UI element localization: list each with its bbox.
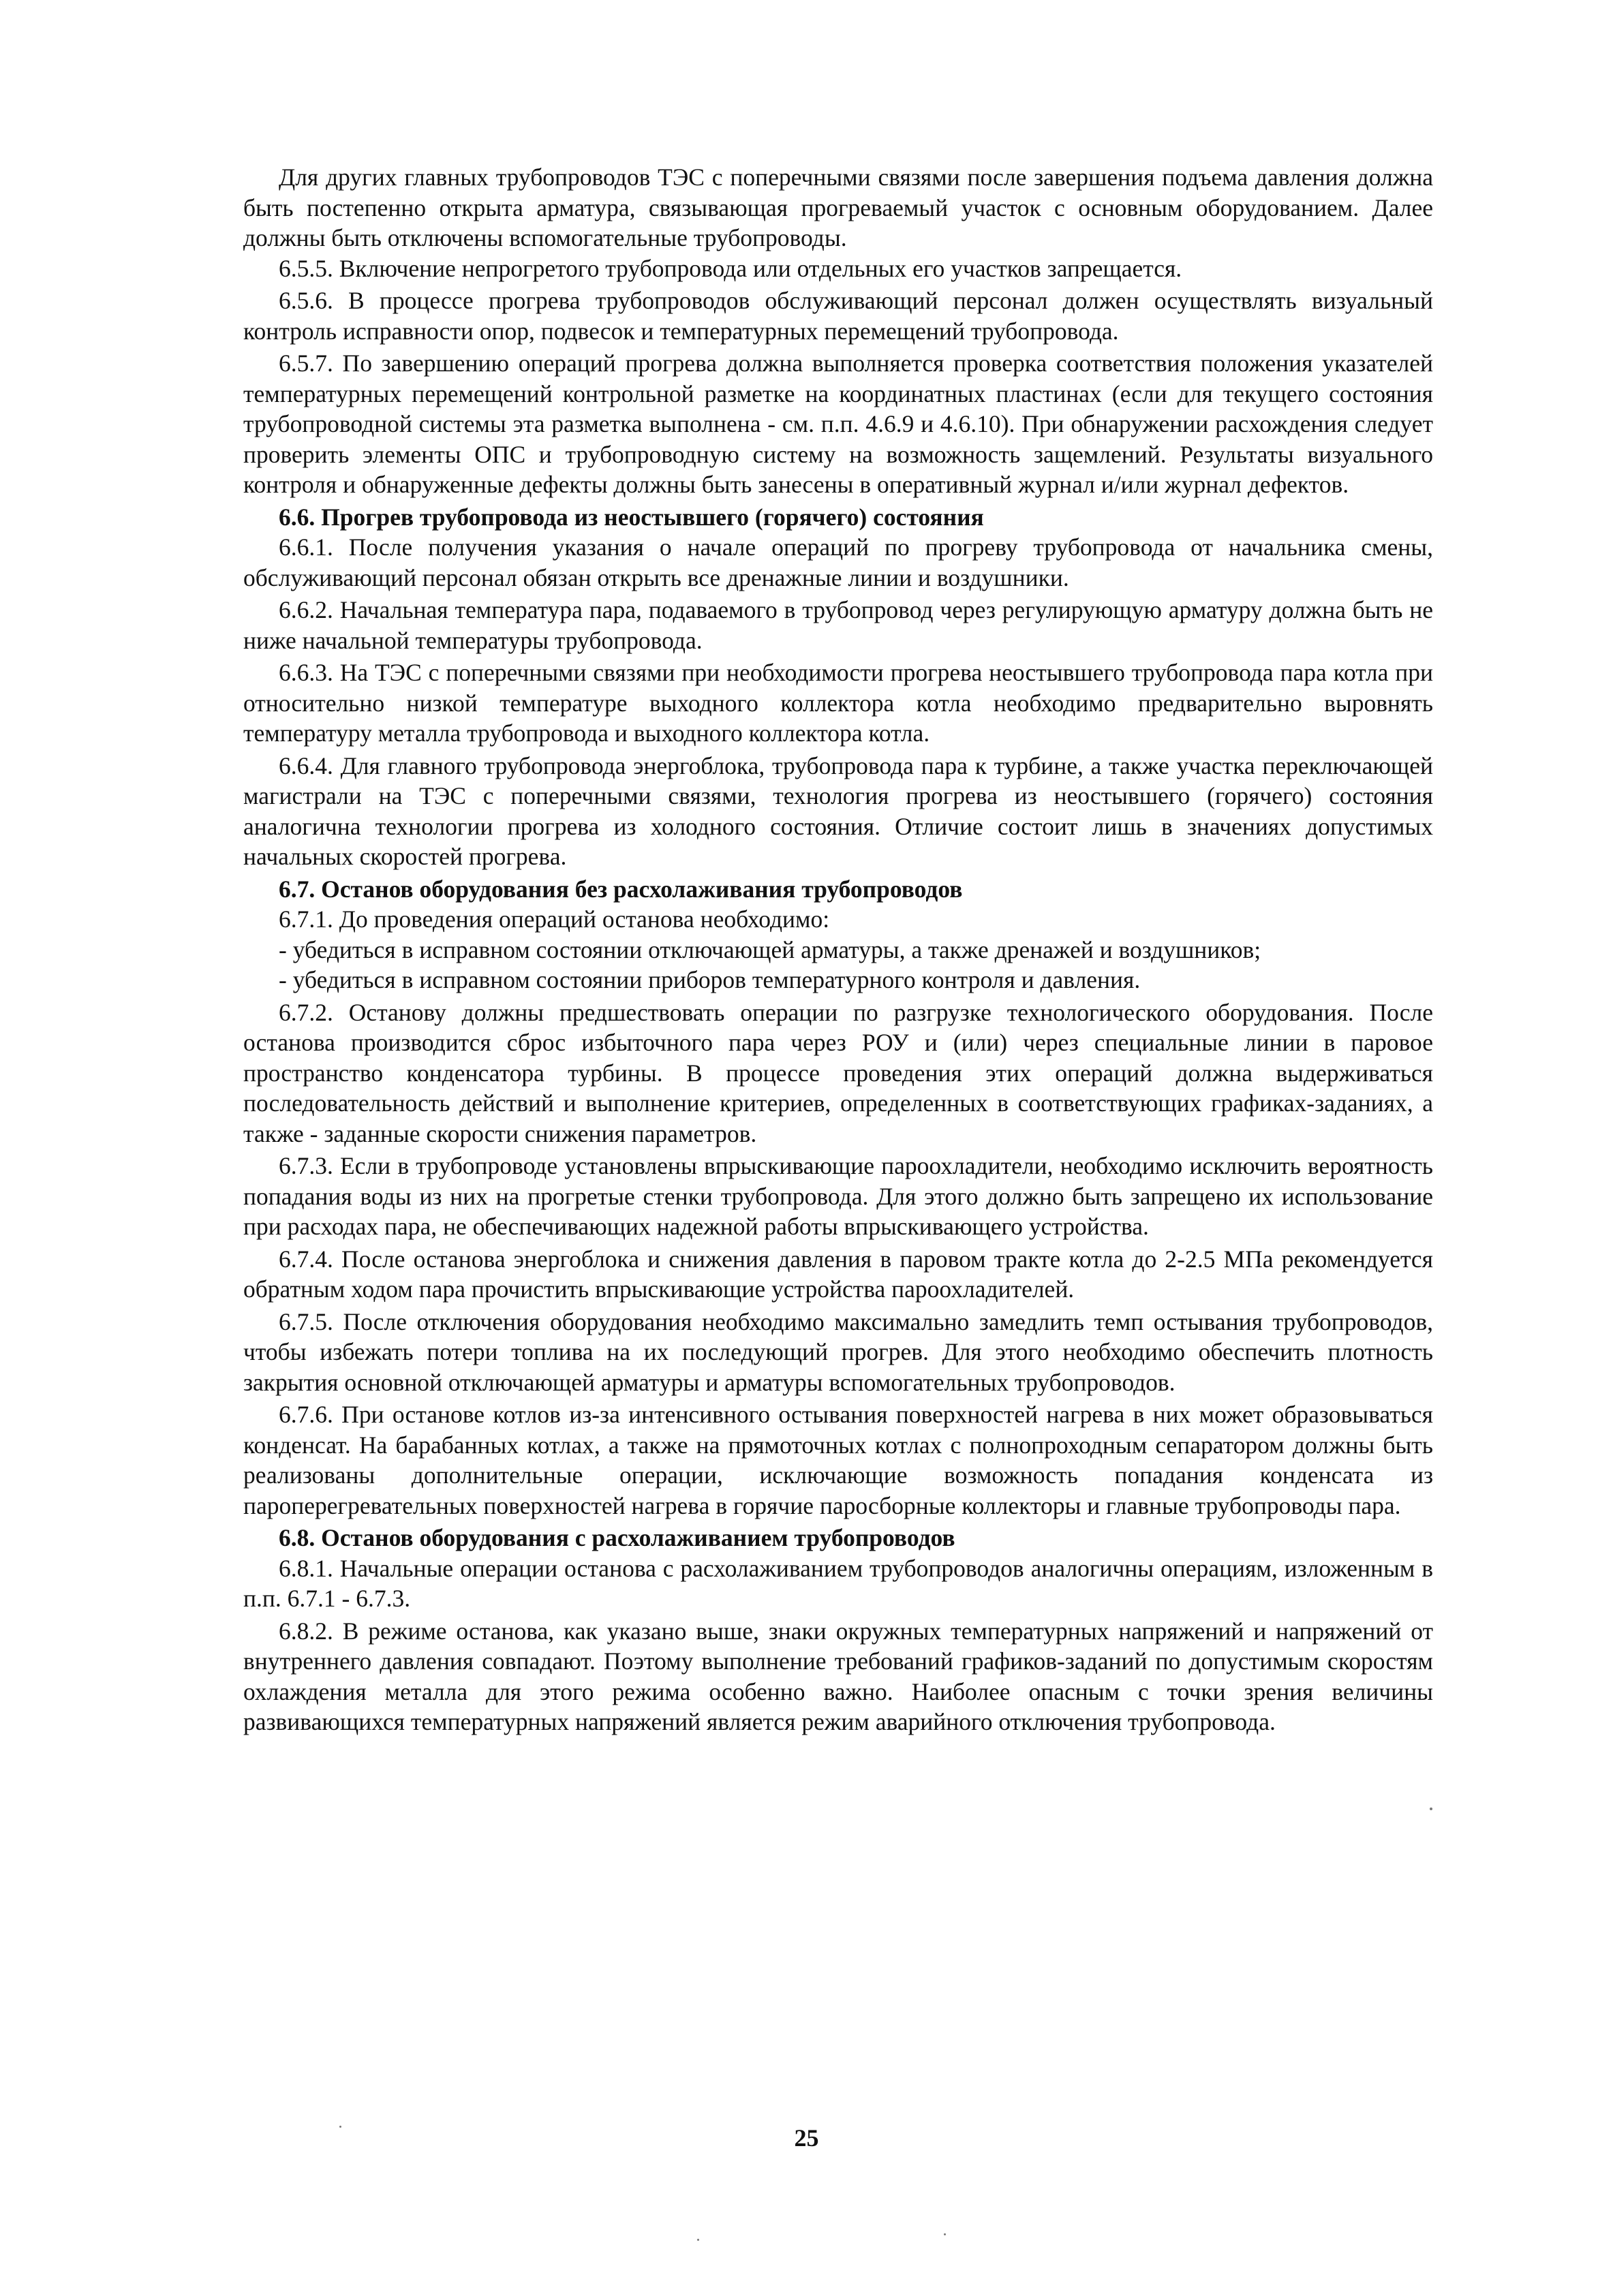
list-item: - убедиться в исправном состоянии приборов температурного контроля и давления. (279, 966, 1141, 993)
list-item: - убедиться в исправном состоянии отключающей арматуры, а также дренажей и воздушников; (279, 935, 1261, 963)
paragraph-6-7-4: 6.7.4. После останова энергоблока и снижения давления в паровом тракте котла до 2-2.5 МПа рекомендуется обратным ходом пара прочистить впрыскивающие устройства пароохладителей. (243, 1245, 1433, 1303)
paragraph-6-7-6: 6.7.6. При останове котлов из-за интенсивного остывания поверхностей нагрева в них может образовываться конденсат. На барабанных котлах, а также на прямоточных котлах с полнопроходным сепаратором должны быть реализованы дополнительные операции, исключающие возможность попадания конденсата из пароперегревательных поверхностей нагрева в горячие паросборные коллекторы и главные трубопроводы пара. (243, 1401, 1433, 1519)
paragraph-6-7-5: 6.7.5. После отключения оборудования необходимо максимально замедлить темп остывания трубопроводов, чтобы избежать потери топлива на их последующий прогрев. Для этого необходимо обеспечить плотность закрытия основной отключающей арматуры и арматуры вспомогательных трубопроводов. (243, 1307, 1433, 1396)
paragraph-6-5-7: 6.5.7. По завершению операций прогрева должна выполняется проверка соответствия положения указателей температурных перемещений контрольной разметке на координатных пластинах (если для текущего состояния трубопроводной системы эта разметка выполнена - см. п.п. 4.6.9 и 4.6.10). При обнаружении расхождения следует проверить элементы ОПС и трубопроводную систему на возможность защемлений. Результаты визуального контроля и обнаруженные дефекты должны быть занесены в оперативный журнал и/или журнал дефектов. (243, 350, 1433, 498)
document-body (243, 162, 1433, 1737)
paragraph-6-7-2: 6.7.2. Останову должны предшествовать операции по разгрузке технологического оборудования. После останова производится сброс избыточного пара через РОУ и (или) через специальные линии в паровое пространство конденсатора турбины. В процессе проведения этих операций должна выдерживаться последовательность действий и выполнение критериев, определенных в соответствующих графиках-заданиях, а также - заданные скорости снижения параметров. (243, 998, 1433, 1147)
scan-speck (944, 2233, 946, 2235)
paragraph-6-7-3: 6.7.3. Если в трубопроводе установлены впрыскивающие пароохладители, необходимо исключить вероятность попадания воды из них на прогретые стенки трубопровода. Для этого должно быть запрещено их использование при расходах пара, не обеспечивающих надежной работы впрыскивающего устройства. (243, 1152, 1433, 1240)
scan-speck (697, 2239, 699, 2241)
paragraph-6-6-4: 6.6.4. Для главного трубопровода энергоблока, трубопровода пара к турбине, а также участка переключающей магистрали на ТЭС с поперечными связями, технология прогрева из неостывшего (горячего) состояния аналогична технологии прогрева из холодного состояния. Отличие состоит лишь в значениях допустимых начальных скоростей прогрева. (243, 751, 1433, 870)
section-heading-6-8: 6.8. Останов оборудования с расхолаживанием трубопроводов (279, 1524, 955, 1551)
page-number: 25 (794, 2124, 819, 2152)
paragraph-6-7-1: 6.7.1. До проведения операций останова необходимо: (279, 905, 830, 933)
paragraph-6-8-1: 6.8.1. Начальные операции останова с расхолаживанием трубопроводов аналогичны операциям, изложенным в п.п. 6.7.1 - 6.7.3. (243, 1554, 1433, 1612)
paragraph-6-8-2: 6.8.2. В режиме останова, как указано выше, знаки окружных температурных напряжений и напряжений от внутреннего давления совпадают. Поэтому выполнение требований графиков-заданий по допустимым скоростям охлаждения металла для этого режима особенно важно. Наиболее опасным с точки зрения величины развивающихся температурных напряжений является режим аварийного отключения трубопровода. (243, 1617, 1433, 1735)
section-heading-6-7: 6.7. Останов оборудования без расхолаживания трубопроводов (279, 875, 963, 903)
paragraph-6-5-6: 6.5.6. В процессе прогрева трубопроводов обслуживающий персонал должен осуществлять визуальный контроль исправности опор, подвесок и температурных перемещений трубопровода. (243, 287, 1433, 345)
paragraph: Для других главных трубопроводов ТЭС с поперечными связями после завершения подъема давления должна быть постепенно открыта арматура, связывающая прогреваемый участок с основным оборудованием. Далее должны быть отключены вспомогательные трубопроводы. (243, 164, 1433, 251)
scan-speck (339, 2126, 341, 2128)
paragraph-6-6-1: 6.6.1. После получения указания о начале операций по прогреву трубопровода от начальника смены, обслуживающий персонал обязан открыть все дренажные линии и воздушники. (243, 533, 1433, 591)
paragraph-6-5-5: 6.5.5. Включение непрогретого трубопровода или отдельных его участков запрещается. (279, 254, 1182, 282)
scan-speck (1430, 1808, 1432, 1810)
paragraph-6-6-3: 6.6.3. На ТЭС с поперечными связями при необходимости прогрева неостывшего трубопровода пара котла при относительно низкой температуре выходного коллектора котла необходимо предварительно выровнять температуру металла трубопровода и выходного коллектора котла. (243, 659, 1433, 747)
paragraph-6-6-2: 6.6.2. Начальная температура пара, подаваемого в трубопровод через регулирующую арматуру должна быть не ниже начальной температуры трубопровода. (243, 596, 1433, 654)
section-heading-6-6: 6.6. Прогрев трубопровода из неостывшего (горячего) состояния (279, 503, 984, 531)
